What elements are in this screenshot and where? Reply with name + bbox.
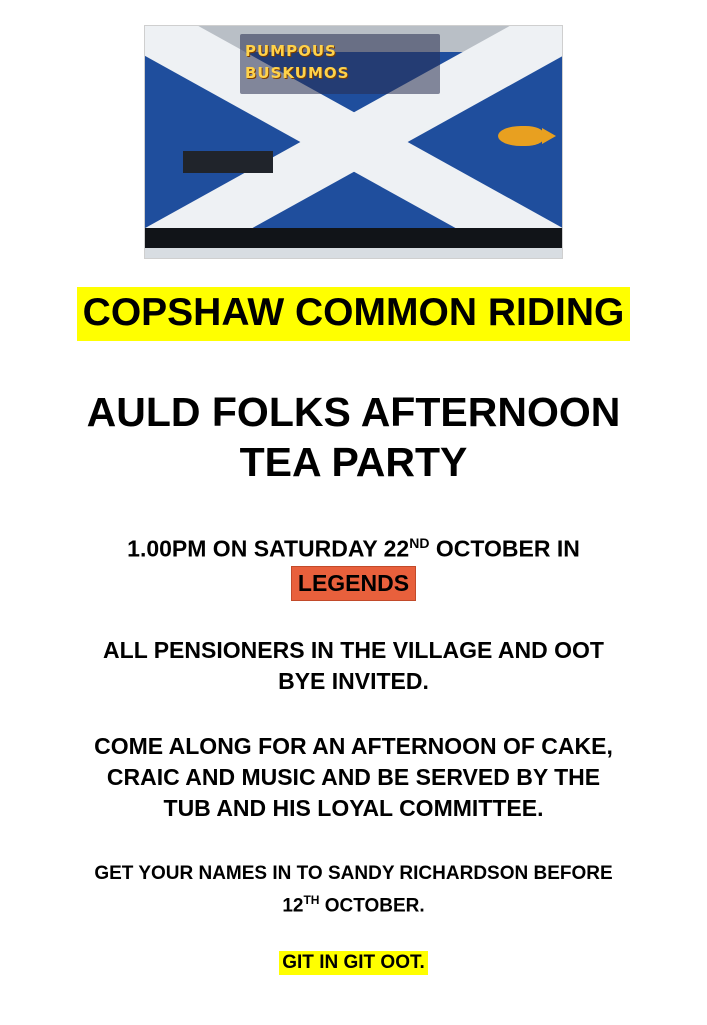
flag-photo bbox=[144, 25, 563, 259]
body-paragraph bbox=[36, 731, 671, 824]
invitation-line-2: BYE INVITED. bbox=[278, 667, 429, 694]
poster-title-bar bbox=[25, 287, 682, 341]
rsvp-date-rest: OCTOBER. bbox=[319, 894, 425, 916]
photo-dark-box bbox=[183, 151, 273, 173]
closing-line-wrap bbox=[0, 951, 707, 975]
fish-icon bbox=[498, 126, 544, 146]
poster-headline bbox=[40, 387, 667, 487]
event-when-block bbox=[30, 527, 677, 601]
venue-name: LEGENDS bbox=[291, 566, 416, 601]
body-line-1: COME ALONG FOR AN AFTERNOON OF CAKE, bbox=[94, 732, 613, 759]
page-title: COPSHAW COMMON RIDING bbox=[77, 287, 631, 341]
closing-line: GIT IN GIT OOT. bbox=[279, 951, 428, 975]
headline-line-2: TEA PARTY bbox=[239, 439, 468, 485]
body-line-3: TUB AND HIS LOYAL COMMITTEE. bbox=[163, 794, 544, 821]
headline-line-1: AULD FOLKS AFTERNOON bbox=[86, 389, 621, 435]
date-ordinal-suffix: ND bbox=[409, 535, 430, 551]
photo-bottom-edge bbox=[145, 248, 562, 258]
event-time-date: 1.00PM ON SATURDAY 22 bbox=[127, 535, 410, 562]
rsvp-paragraph bbox=[28, 860, 679, 919]
saltire-flag-graphic bbox=[145, 26, 562, 258]
invitation-paragraph bbox=[36, 635, 671, 697]
rsvp-deadline bbox=[28, 887, 679, 919]
poster-page bbox=[0, 25, 707, 1025]
photo-banner-line-1: PUMPOUS bbox=[245, 42, 337, 60]
invitation-line-1: ALL PENSIONERS IN THE VILLAGE AND OOT bbox=[103, 636, 604, 663]
photo-banner-text bbox=[245, 40, 435, 84]
body-line-2: CRAIC AND MUSIC AND BE SERVED BY THE bbox=[106, 763, 601, 790]
photo-banner-line-2: BUSKUMOS bbox=[245, 64, 350, 82]
rsvp-line-1: GET YOUR NAMES IN TO SANDY RICHARDSON BEFORE bbox=[94, 862, 613, 884]
event-month-suffix: OCTOBER IN bbox=[429, 535, 580, 562]
rsvp-date-number: 12 bbox=[282, 894, 304, 916]
rsvp-date-ordinal: TH bbox=[303, 892, 320, 907]
